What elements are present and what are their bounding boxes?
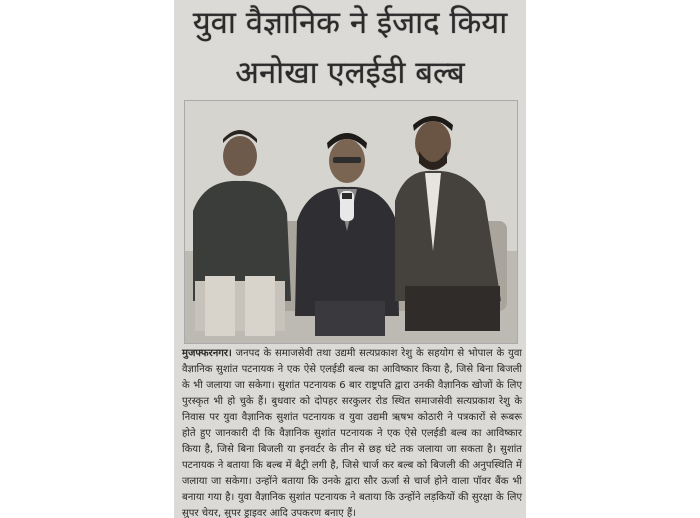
headline-line-1: युवा वैज्ञानिक ने ईजाद किया	[192, 5, 508, 41]
article-paragraph: जनपद के समाजसेवी तथा उद्यमी सत्यप्रकाश रेशु के सहयोग से भोपाल के युवा वैज्ञानिक सुशांत पटनायक ने एक ऐसे एलईडी बल्ब का आविष्कार किया है, जिसे बिना बिजली के भी जलाया जा सकेगा। सुशांत पटनायक 6 बार राष्ट्रपति द्वारा उनकी वैज्ञानिक खोजों के लिए पुरस्कृत भी हो चुके हैं। बुधवार को दोपहर सरकुलर रोड स्थित समाजसेवी सत्यप्रकाश रेशु के निवास पर युवा वैज्ञानिक सुशांत पटनायक व युवा उद्यमी ऋषभ कोठारी ने पत्रकारों से रूबरू होते हुए जानकारी दी कि वैज्ञानिक सुशांत पटनायक ने एक ऐसे एलईडी बल्ब का आविष्कार किया है, जिसे बिना बिजली या इनवर्टर के तीन से छह घंटे तक जलाया जा सकता है। सुशांत पटनायक ने बताया कि बल्ब में बैट्री लगी है, जिसे चार्ज कर बल्ब को बिजली की अनुपस्थिति में जलाया जा सकेगा। उन्होंने बताया कि उनके द्वारा सौर ऊर्जा से चार्ज होने वाला पॉवर बैंक भी बनाया गया है। युवा वैज्ञानिक सुशांत पटनायक ने बताया कि उन्होंने लड़कियों की सुरक्षा के लिए सुपर चेयर, सुपर ड्राइवर आदि उपकरण बनाए हैं।	[182, 348, 522, 518]
news-photo	[184, 100, 518, 344]
article-dateline: मुजफ्फरनगर।	[182, 348, 232, 359]
headline-line-2: अनोखा एलईडी बल्ब	[235, 55, 465, 91]
photo-three-men	[185, 101, 517, 343]
article-body	[182, 346, 522, 518]
newspaper-clipping	[174, 0, 526, 518]
